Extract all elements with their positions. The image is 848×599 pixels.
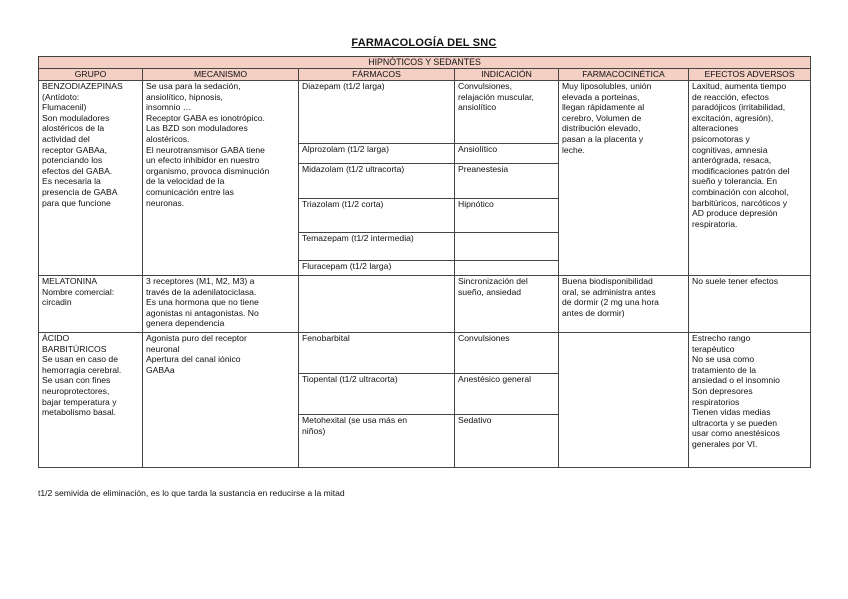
drug-name: Metohexital (se usa más en niños) — [302, 415, 408, 436]
drug-cell — [299, 233, 455, 261]
section-header-row — [39, 57, 811, 69]
drug-indication: Convulsiones — [458, 333, 510, 343]
indication-cell — [455, 199, 559, 233]
indication-cell — [455, 333, 559, 374]
bzd-farmacocinetica-cell — [559, 81, 689, 276]
barb-grupo: ÁCIDO BARBITÚRICOS Se usan en caso de hemorragia cerebral. Se usan con fines neuroprotectores, bajar temperatura y metabolismo basal. — [42, 333, 122, 418]
drug-cell — [299, 164, 455, 199]
indication-cell — [455, 261, 559, 276]
bzd-grupo: BENZODIAZEPINAS (Antídoto: Flumacenil) Son moduladores alostéricos de la actividad del receptor GABAa, potenciando los efectos del GABA. Es necesaria la presencia de GABA para que funcione — [42, 81, 123, 208]
barb-mecanismo: Agonista puro del receptor neuronal Apertura del canal iónico GABAa — [146, 333, 247, 375]
drug-name: Triazolam (t1/2 corta) — [302, 199, 384, 209]
bzd-efectos: Laxitud, aumenta tiempo de reacción, efectos paradójicos (irritabilidad, excitación, agresión), alteraciones psicomotoras y cognitivas, amnesia anterógrada, resaca, modificaciones patrón del sueño y tolerancia. En combinación con alcohol, barbitúricos, narcóticos y AD produce depresión respiratoria. — [692, 81, 790, 229]
drug-name: Temazepam (t1/2 intermedia) — [302, 233, 414, 243]
section-title: HIPNÓTICOS Y SEDANTES — [39, 57, 811, 69]
mel-grupo-cell — [39, 276, 143, 333]
indication-cell — [455, 233, 559, 261]
indication-cell — [455, 374, 559, 415]
drug-name: Fluracepam (t1/2 larga) — [302, 261, 392, 271]
document-title: FARMACOLOGÍA DEL SNC — [351, 37, 497, 49]
mel-indicacion-cell — [455, 276, 559, 333]
mel-mecanismo: 3 receptores (M1, M2, M3) a través de la adenilatociclasa. Es una hormona que no tiene agonistas ni antagonistas. No genera dependencia — [146, 276, 259, 329]
drug-cell — [299, 333, 455, 374]
bzd-efectos-cell — [689, 81, 811, 276]
bzd-farmacocinetica: Muy liposolubles, unión elevada a porteinas, llegan rápidamente al cerebro, Volumen de distribución elevado, pasan a la placenta y leche. — [562, 81, 652, 155]
drug-indication: Convulsiones, relajación muscular, ansiolítico — [458, 81, 534, 113]
drug-indication: Hipnótico — [458, 199, 494, 209]
mel-farmacocinetica-cell — [559, 276, 689, 333]
bzd-grupo-cell — [39, 81, 143, 276]
drug-cell — [299, 81, 455, 144]
mel-indicacion: Sincronización del sueño, ansiedad — [458, 276, 528, 297]
drug-name: Diazepam (t1/2 larga) — [302, 81, 385, 91]
column-header-efectos-adversos: EFECTOS ADVERSOS — [689, 69, 811, 81]
indication-cell — [455, 415, 559, 468]
table-row — [39, 276, 811, 333]
indication-cell — [455, 164, 559, 199]
indication-cell — [455, 144, 559, 164]
column-header-grupo: GRUPO — [39, 69, 143, 81]
drug-cell — [299, 261, 455, 276]
bzd-mecanismo: Se usa para la sedación, ansiolítico, hipnosis, insomnio … Receptor GABA es ionotrópico. Las BZD son moduladores alostéricos. El neurotransmisor GABA tiene un efecto inhibidor en nuestro organismo, provoca disminución de la velocidad de la comunicación entre las neuronas. — [146, 81, 270, 208]
indication-cell — [455, 81, 559, 144]
table-row — [39, 81, 811, 144]
drug-cell — [299, 199, 455, 233]
drug-name: Fenobarbital — [302, 333, 350, 343]
drug-name: Midazolam (t1/2 ultracorta) — [302, 164, 405, 174]
drug-indication: Sedativo — [458, 415, 492, 425]
drug-cell — [299, 374, 455, 415]
mel-efectos: No suele tener efectos — [692, 276, 778, 286]
barb-efectos: Estrecho rango terapéutico No se usa como tratamiento de la ansiedad o el insomnio Son depresores respiratorios Tienen vidas medias ultracorta y se pueden usar como anestésicos generales por VI. — [692, 333, 780, 449]
barb-farmacocinetica-cell — [559, 333, 689, 468]
column-header-farmacocinetica: FARMACOCINÉTICA — [559, 69, 689, 81]
bzd-mecanismo-cell — [143, 81, 299, 276]
barb-mecanismo-cell — [143, 333, 299, 468]
mel-farmacocinetica: Buena biodisponibilidad oral, se administra antes de dormir (2 mg una hora antes de dormir) — [562, 276, 659, 318]
barb-efectos-cell — [689, 333, 811, 468]
column-header-indicacion: INDICACIÓN — [455, 69, 559, 81]
pharmacology-table — [38, 56, 811, 468]
mel-grupo: MELATONINA Nombre comercial: circadin — [42, 276, 115, 308]
drug-name: Alprozolam (t1/2 larga) — [302, 144, 389, 154]
column-header-mecanismo: MECANISMO — [143, 69, 299, 81]
drug-cell — [299, 415, 455, 468]
barb-grupo-cell — [39, 333, 143, 468]
drug-indication: Preanestesia — [458, 164, 509, 174]
column-header-row — [39, 69, 811, 81]
column-header-farmacos: FÁRMACOS — [299, 69, 455, 81]
footnote: t1/2 semivida de eliminación, es lo que tarda la sustancia en reducirse a la mitad — [38, 488, 345, 498]
mel-farmacos-cell — [299, 276, 455, 333]
drug-name: Tiopental (t1/2 ultracorta) — [302, 374, 398, 384]
drug-indication: Anestésico general — [458, 374, 532, 384]
mel-mecanismo-cell — [143, 276, 299, 333]
drug-indication: Ansiolítico — [458, 144, 498, 154]
drug-cell — [299, 144, 455, 164]
table-row — [39, 333, 811, 374]
mel-efectos-cell — [689, 276, 811, 333]
